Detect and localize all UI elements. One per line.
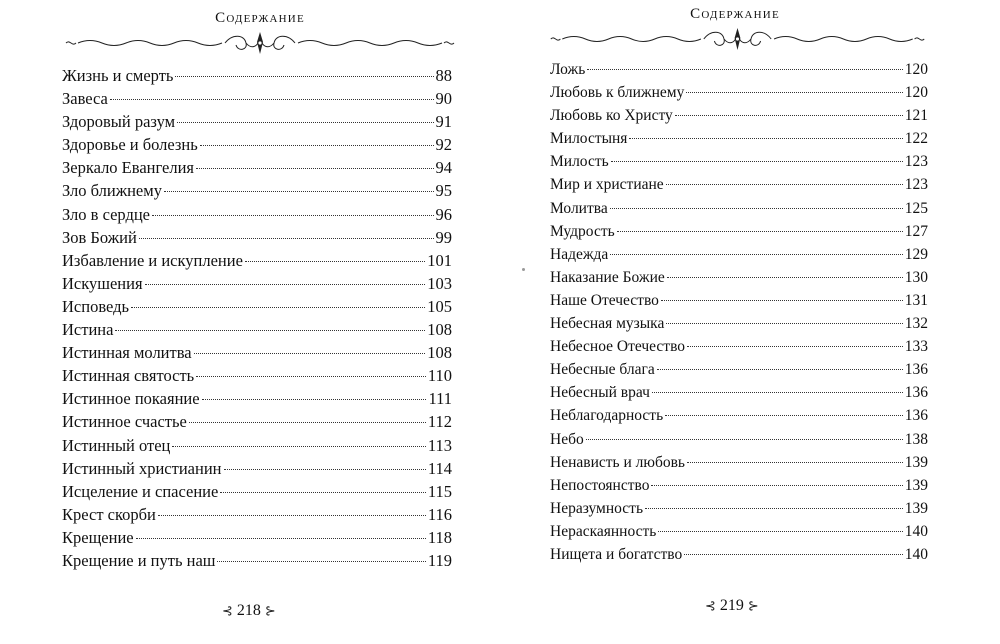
toc-entry-title: Небесный врач — [550, 384, 650, 402]
toc-entry-title: Мудрость — [550, 222, 615, 240]
toc-entry-page: 140 — [904, 545, 928, 563]
fleuron-icon: ⊰ — [222, 603, 233, 618]
page-number-value: 219 — [719, 597, 744, 614]
page-header: Содержание — [690, 6, 780, 22]
toc-entry-title: Мир и христиане — [550, 176, 664, 194]
dot-leader — [139, 238, 434, 239]
toc-entry-title: Истинная молитва — [62, 343, 192, 363]
toc-entry-page: 114 — [427, 458, 452, 478]
dot-leader — [611, 161, 903, 162]
toc-entry — [550, 173, 928, 196]
toc-entry — [62, 272, 452, 295]
toc-entry-page: 122 — [904, 130, 928, 148]
toc-entry-page: 120 — [904, 61, 928, 78]
toc-entry-title: Неразумность — [550, 499, 644, 517]
toc-entry — [62, 387, 452, 410]
dot-leader — [610, 208, 903, 209]
fleuron-icon: ⊱ — [264, 603, 276, 618]
toc-entry-title: Любовь ко Христу — [550, 107, 673, 125]
toc-entry-title: Зло ближнему — [62, 181, 162, 201]
toc-entry-page: 136 — [904, 361, 928, 379]
toc-entry — [62, 318, 452, 341]
toc-entry-title: Нищета и богатство — [550, 545, 683, 563]
toc-entry — [550, 312, 928, 335]
dot-leader — [687, 346, 903, 347]
dot-leader — [136, 538, 426, 539]
toc-entry — [550, 81, 928, 104]
toc-entry-title: Зло в сердце — [62, 204, 151, 224]
toc-entry-page: 121 — [904, 107, 928, 125]
table-of-contents — [62, 64, 452, 572]
dot-leader — [652, 392, 903, 393]
dot-leader — [110, 99, 434, 100]
toc-entry-page: 127 — [904, 222, 928, 240]
toc-entry — [62, 87, 452, 110]
toc-entry — [550, 404, 928, 427]
dot-leader — [658, 531, 902, 532]
dot-leader — [610, 254, 902, 255]
toc-entry-title: Небесное Отечество — [550, 338, 686, 356]
toc-entry-page: 130 — [904, 268, 928, 286]
dot-leader — [145, 284, 426, 285]
toc-entry-page: 99 — [435, 227, 452, 247]
toc-entry-page: 119 — [427, 550, 452, 570]
toc-entry-page: 113 — [427, 435, 452, 455]
toc-entry-page: 120 — [904, 84, 928, 102]
toc-entry — [62, 110, 452, 133]
toc-entry — [62, 410, 452, 433]
toc-entry-page: 138 — [904, 430, 928, 448]
toc-entry-title: Небо — [550, 430, 584, 448]
toc-entry-page: 118 — [427, 527, 452, 547]
dot-leader — [172, 446, 425, 447]
dot-leader — [175, 76, 433, 77]
toc-entry — [550, 358, 928, 381]
toc-entry — [550, 520, 928, 543]
dot-leader — [629, 138, 902, 139]
dot-leader — [586, 439, 903, 440]
toc-entry — [550, 127, 928, 150]
fleuron-icon: ⊱ — [747, 598, 759, 613]
toc-entry-title: Исповедь — [62, 296, 130, 316]
toc-entry-page: 139 — [904, 453, 928, 471]
toc-entry-title: Надежда — [550, 245, 609, 263]
toc-entry — [62, 364, 452, 387]
toc-entry — [550, 197, 928, 220]
toc-entry-page: 139 — [904, 476, 928, 494]
page-number-value: 218 — [236, 602, 261, 619]
dot-leader — [177, 122, 433, 123]
toc-entry-page: 111 — [428, 389, 452, 409]
toc-entry — [550, 543, 928, 566]
toc-entry-page: 132 — [904, 315, 928, 333]
toc-entry-page: 136 — [904, 384, 928, 402]
toc-entry — [550, 497, 928, 520]
toc-entry-title: Нераскаянность — [550, 522, 657, 540]
dot-leader — [684, 554, 903, 555]
toc-entry — [62, 156, 452, 179]
dot-leader — [200, 145, 434, 146]
toc-entry-page: 115 — [427, 481, 452, 501]
dot-leader — [617, 231, 903, 232]
toc-entry — [62, 549, 452, 572]
toc-entry-title: Крещение и путь наш — [62, 550, 216, 570]
toc-entry-title: Исцеление и спасение — [62, 481, 219, 501]
toc-entry-title: Зов Божий — [62, 227, 137, 247]
toc-entry-page: 123 — [904, 153, 928, 171]
toc-entry — [550, 150, 928, 173]
toc-entry-title: Истинная святость — [62, 366, 195, 386]
toc-entry-page: 110 — [427, 366, 452, 386]
toc-entry-page: 133 — [904, 338, 928, 356]
toc-entry — [62, 64, 452, 87]
toc-entry — [62, 503, 452, 526]
toc-entry-page: 95 — [435, 181, 452, 201]
toc-entry-title: Искушения — [62, 273, 143, 293]
toc-entry-title: Небесные блага — [550, 361, 655, 379]
dot-leader — [220, 492, 426, 493]
toc-entry — [550, 266, 928, 289]
dot-leader — [667, 277, 903, 278]
toc-entry-page: 91 — [435, 112, 452, 132]
dot-leader — [196, 376, 426, 377]
toc-entry-page: 108 — [427, 343, 452, 363]
right-page — [500, 0, 1000, 644]
toc-entry — [62, 341, 452, 364]
toc-entry-title: Любовь к ближнему — [550, 84, 685, 102]
page-number — [222, 602, 276, 620]
dot-leader — [131, 307, 425, 308]
toc-entry-page: 123 — [904, 176, 928, 194]
dot-leader — [645, 508, 903, 509]
toc-entry-title: Завеса — [62, 89, 108, 109]
toc-entry-title: Истинное покаяние — [62, 389, 200, 409]
toc-entry-title: Истинное счастье — [62, 412, 187, 432]
toc-entry — [550, 289, 928, 312]
toc-entry-title: Жизнь и смерть — [62, 66, 174, 85]
toc-entry — [550, 381, 928, 404]
toc-entry-title: Истина — [62, 320, 114, 340]
page-number — [705, 597, 759, 615]
toc-entry — [550, 474, 928, 497]
toc-entry — [550, 220, 928, 243]
toc-entry-page: 101 — [427, 250, 452, 270]
toc-entry — [62, 203, 452, 226]
dot-leader — [587, 69, 902, 70]
toc-entry-title: Милостыня — [550, 130, 628, 148]
toc-entry — [62, 133, 452, 156]
toc-entry — [550, 243, 928, 266]
dot-leader — [152, 215, 433, 216]
dot-leader — [224, 469, 426, 470]
toc-entry-title: Неблагодарность — [550, 407, 664, 425]
dot-leader — [217, 561, 425, 562]
toc-entry-page: 88 — [435, 66, 452, 85]
dot-leader — [196, 168, 433, 169]
toc-entry-page: 116 — [427, 504, 452, 524]
dot-leader — [666, 184, 903, 185]
toc-entry-title: Зеркало Евангелия — [62, 158, 195, 178]
toc-entry-page: 96 — [435, 204, 452, 224]
dot-leader — [189, 422, 426, 423]
toc-entry-page: 129 — [904, 245, 928, 263]
toc-entry-page: 112 — [427, 412, 452, 432]
dot-leader — [158, 515, 426, 516]
dot-leader — [666, 323, 902, 324]
dot-leader — [686, 92, 902, 93]
dot-leader — [202, 399, 427, 400]
toc-entry-page: 94 — [435, 158, 452, 178]
toc-entry-page: 139 — [904, 499, 928, 517]
dot-leader — [665, 415, 903, 416]
toc-entry-page: 103 — [427, 273, 452, 293]
toc-entry-title: Небесная музыка — [550, 315, 665, 333]
toc-entry-page: 125 — [904, 199, 928, 217]
toc-entry — [62, 526, 452, 549]
toc-entry-title: Наказание Божие — [550, 268, 665, 286]
toc-entry-page: 136 — [904, 407, 928, 425]
toc-entry-title: Истинный христианин — [62, 458, 222, 478]
dot-leader — [661, 300, 903, 301]
toc-entry — [62, 295, 452, 318]
dot-leader — [687, 462, 903, 463]
toc-entry-page: 92 — [435, 135, 452, 155]
toc-entry-title: Непостоянство — [550, 476, 650, 494]
toc-entry-title: Здоровый разум — [62, 112, 176, 132]
dot-leader — [651, 485, 902, 486]
toc-entry-title: Ложь — [550, 61, 586, 78]
toc-entry-title: Молитва — [550, 199, 608, 217]
dot-leader — [657, 369, 903, 370]
dot-leader — [675, 115, 903, 116]
dot-leader — [164, 191, 434, 192]
toc-entry — [550, 451, 928, 474]
toc-entry — [62, 457, 452, 480]
toc-entry-title: Милость — [550, 153, 609, 171]
table-of-contents — [550, 58, 928, 566]
toc-entry — [62, 226, 452, 249]
toc-entry — [550, 335, 928, 358]
toc-entry — [550, 104, 928, 127]
dot-leader — [115, 330, 425, 331]
dot-leader — [245, 261, 425, 262]
toc-entry-title: Крещение — [62, 527, 134, 547]
toc-entry — [62, 249, 452, 272]
toc-entry-page: 90 — [435, 89, 452, 109]
toc-entry-title: Здоровье и болезнь — [62, 135, 198, 155]
toc-entry-title: Избавление и искупление — [62, 250, 243, 270]
toc-entry — [550, 58, 928, 81]
toc-entry — [550, 428, 928, 451]
toc-entry-title: Истинный отец — [62, 435, 171, 455]
toc-entry-page: 108 — [427, 320, 452, 340]
toc-entry-title: Наше Отечество — [550, 291, 659, 309]
toc-entry-title: Ненависть и любовь — [550, 453, 685, 471]
flourish-divider-icon — [545, 26, 930, 52]
toc-entry-page: 131 — [904, 291, 928, 309]
toc-entry-title: Крест скорби — [62, 504, 156, 524]
toc-entry-page: 105 — [427, 296, 452, 316]
toc-entry — [62, 179, 452, 202]
toc-entry — [62, 480, 452, 503]
toc-entry-page: 140 — [904, 522, 928, 540]
flourish-divider-icon — [60, 30, 460, 56]
toc-entry — [62, 434, 452, 457]
dot-leader — [194, 353, 426, 354]
fleuron-icon: ⊰ — [705, 598, 716, 613]
page-header: Содержание — [215, 10, 305, 26]
